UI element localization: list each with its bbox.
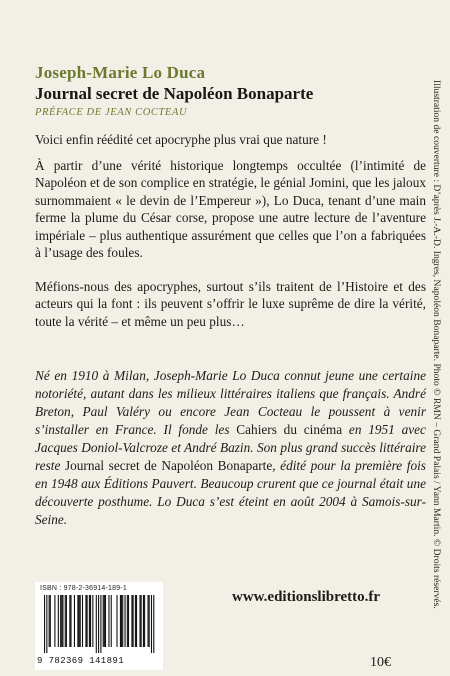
barcode-bar <box>108 595 109 647</box>
barcode-bar <box>90 595 91 647</box>
barcode-bar <box>46 595 47 653</box>
barcode-bar <box>151 595 152 653</box>
barcode-bar <box>139 595 140 647</box>
barcode-bar <box>85 595 86 647</box>
preface-credit: PRÉFACE DE JEAN COCTEAU <box>35 107 188 118</box>
barcode-bar <box>82 595 83 647</box>
barcode-bar <box>70 595 71 647</box>
bio-book-title: Journal secret de Napoléon Bonaparte <box>64 458 273 473</box>
publisher-website: www.editionslibretto.fr <box>232 589 381 605</box>
barcode-bar <box>74 595 75 647</box>
barcode-graphic <box>40 595 158 653</box>
barcode-bar <box>122 595 123 647</box>
barcode-bar <box>96 595 97 653</box>
barcode-bar <box>58 595 59 647</box>
barcode-bar <box>60 595 61 647</box>
barcode-bar <box>111 595 112 647</box>
barcode-bar <box>135 595 136 647</box>
barcode-bar <box>66 595 67 647</box>
cover-illustration-credit: Illustration de couverture : D’après J.-A.-D. Ingres, Napoléon Bonaparte. Photo © RMN – Grand Palais / Yann Martin. © Droits réservés. <box>431 80 442 609</box>
bio-magazine-title: Cahiers du cinéma <box>236 422 343 437</box>
barcode-bar <box>153 595 154 653</box>
barcode-bar <box>89 595 90 647</box>
barcode-bar <box>92 595 93 647</box>
barcode-bar <box>69 595 70 647</box>
author-name: Joseph-Marie Lo Duca <box>35 63 206 82</box>
barcode-bar <box>149 595 150 647</box>
price-label: 10€ <box>370 655 391 670</box>
barcode-bar <box>87 595 88 647</box>
barcode-bar <box>133 595 134 647</box>
barcode-bar <box>49 595 50 647</box>
barcode-bar <box>50 595 51 647</box>
barcode-bar <box>79 595 80 647</box>
barcode-bar <box>61 595 62 647</box>
blurb-paragraph-1: À partir d’une vérité historique longtemps occultée (l’intimité de Napoléon et de son complice en stratégie, le génial Jomini, que les jaloux surnommaient « le devin de l’Empereur »), Lo Duca, tenant d’une main ferme la plume du César corse, propose une autre lecture de l’aventure impériale – plus authentique assurément que celles que l’on a fabriquées à l’usage des foules. <box>35 158 426 261</box>
barcode-bar <box>141 595 142 647</box>
barcode-bar <box>143 595 144 647</box>
barcode-bar <box>77 595 78 647</box>
barcode-bar <box>148 595 149 647</box>
book-title: Journal secret de Napoléon Bonaparte <box>35 84 314 103</box>
barcode-bar <box>103 595 104 647</box>
barcode-bar <box>54 595 55 647</box>
bio-text-2: en 1951 avec Jacques Doniol-Valcroze et André Bazin. Son plus grand succès littéraire reste <box>35 422 426 473</box>
author-biography <box>35 367 426 529</box>
intro-line: Voici enfin réédité cet apocryphe plus vrai que nature ! <box>35 132 327 147</box>
barcode-bar <box>125 595 126 647</box>
barcode-bar <box>104 595 105 647</box>
barcode-bar <box>105 595 106 647</box>
bio-text-3: , édité pour la première fois en 1948 aux Éditions Pauvert. Beaucoup crurent que ce journal était une découverte posthume. Lo Duca s’est éteint en août 2004 à Samois-sur-Seine. <box>35 458 426 527</box>
cover-credit-strip <box>428 80 444 670</box>
barcode-bar <box>121 595 122 647</box>
barcode-bar <box>116 595 117 647</box>
barcode-bar <box>62 595 63 647</box>
barcode-bar <box>120 595 121 647</box>
barcode-bar <box>44 595 45 653</box>
barcode-bar <box>144 595 145 647</box>
barcode-bar <box>80 595 81 647</box>
blurb-paragraph-2: Méfions-nous des apocryphes, surtout s’ils traitent de l’Histoire et des acteurs qui la font : ils peuvent s’offrir le luxe suprême de dire la vérité, toute la vérité – et même un peu plus… <box>35 279 426 329</box>
barcode-bar <box>131 595 132 647</box>
barcode-bar <box>65 595 66 647</box>
bio-text-1: Né en 1910 à Milan, Joseph-Marie Lo Duca connut jeune une certaine notoriété, autant dans les milieux littéraires italiens que français. André Breton, Paul Valéry ou encore Jean Cocteau le poussent à venir s’installer en France. Il fonde les <box>35 368 426 437</box>
isbn-label: ISBN : 978-2-36914-189-1 <box>40 585 127 592</box>
barcode-bar <box>98 595 99 653</box>
barcode-bar <box>136 595 137 647</box>
barcode-bar <box>127 595 128 647</box>
barcode-bar <box>128 595 129 647</box>
barcode-number: 9 782369 141891 <box>37 656 125 666</box>
barcode-bar <box>100 595 101 653</box>
